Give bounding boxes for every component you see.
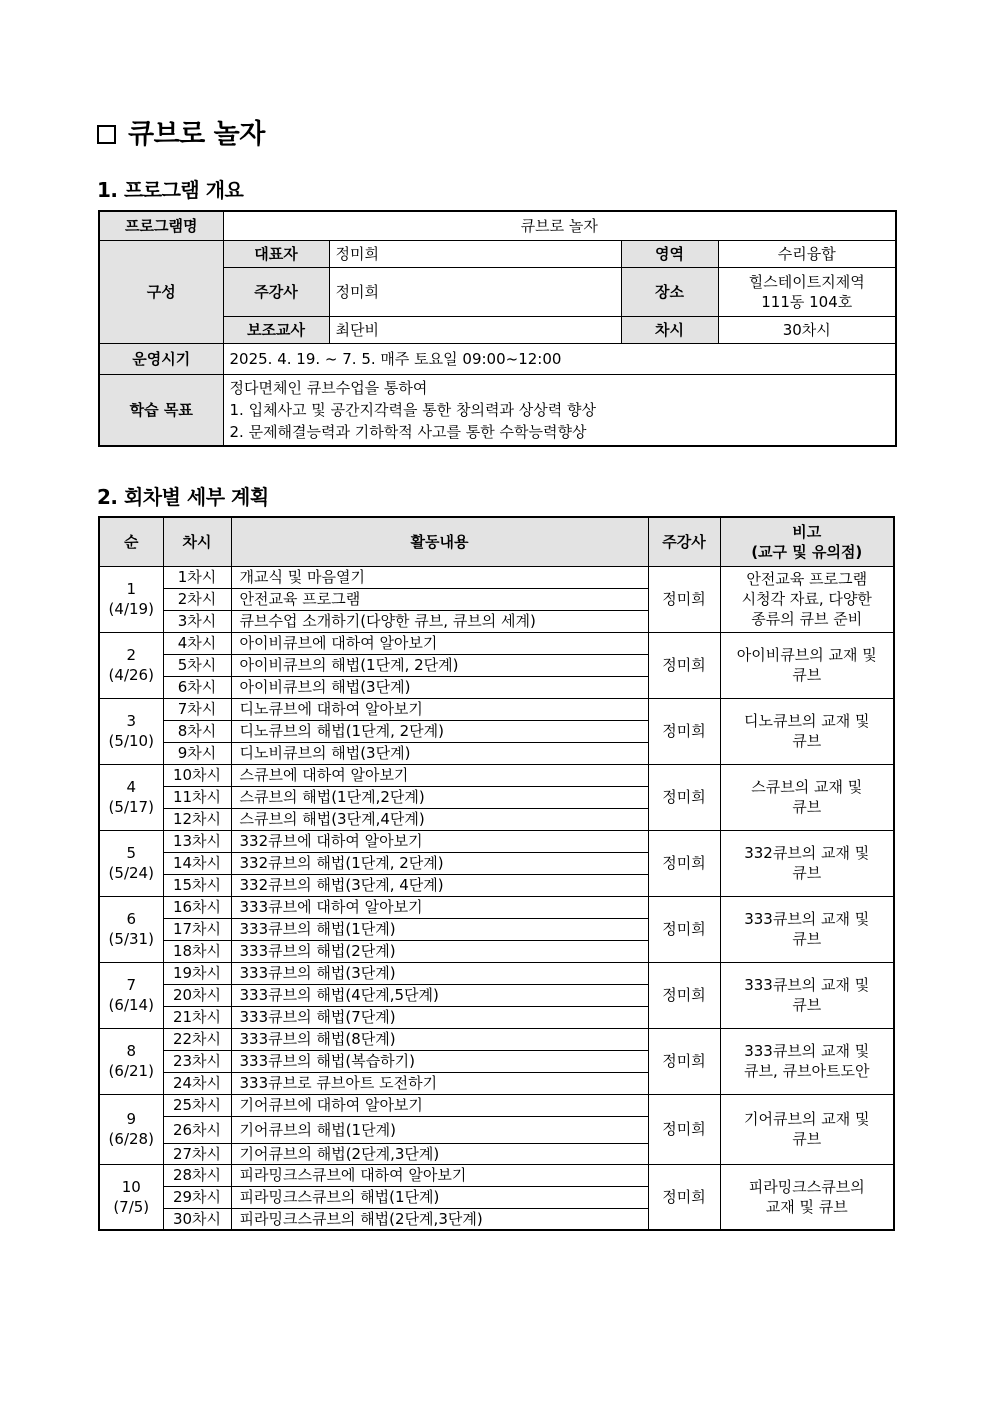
note-line: 333큐브의 교재 및 [744,1042,870,1060]
note-cell [720,830,894,896]
week-cell [99,1028,163,1094]
table-row [99,1094,894,1116]
header-order: 순 [99,517,163,566]
checkbox-square-icon [97,125,116,144]
activity-cell: 333큐브의 해법(3단계) [231,962,648,984]
activity-cell: 333큐브의 해법(1단계) [231,918,648,940]
note-line: 스큐브의 교재 및 [751,778,863,796]
table-row [99,896,894,918]
note-cell [720,566,894,632]
week-cell [99,962,163,1028]
week-date: (6/28) [108,1130,154,1148]
note-line: 큐브 [792,1130,822,1148]
week-number: 2 [126,646,137,664]
table-row [99,632,894,654]
header-session: 차시 [163,517,231,566]
activity-cell: 333큐브의 해법(4단계,5단계) [231,984,648,1006]
week-cell [99,566,163,632]
note-line: 332큐브의 교재 및 [744,844,870,862]
instructor-cell: 정미희 [648,1094,720,1164]
activity-cell: 디노큐브에 대하여 알아보기 [231,698,648,720]
week-number: 9 [126,1110,137,1128]
activity-cell: 332큐브에 대하여 알아보기 [231,830,648,852]
activity-cell: 스큐브의 해법(3단계,4단계) [231,808,648,830]
session-cell: 4차시 [163,632,231,654]
table-row [99,962,894,984]
label-sessions: 차시 [621,316,718,343]
week-cell [99,830,163,896]
schedule-body [99,566,894,1230]
activity-cell: 333큐브의 해법(8단계) [231,1028,648,1050]
note-line: 아이비큐브의 교재 및 [736,646,877,664]
session-cell: 16차시 [163,896,231,918]
label-composition: 구성 [99,240,223,343]
note-line: 큐브 [792,732,822,750]
session-cell: 28차시 [163,1164,231,1186]
value-assistant: 최단비 [329,316,621,343]
activity-cell: 기어큐브에 대하여 알아보기 [231,1094,648,1116]
activity-cell: 개교식 및 마음열기 [231,566,648,588]
week-cell [99,1094,163,1164]
session-cell: 14차시 [163,852,231,874]
note-line: 디노큐브의 교재 및 [744,712,870,730]
note-line: 시청각 자료, 다양한 [741,590,872,608]
week-cell [99,896,163,962]
week-number: 8 [126,1042,137,1060]
session-cell: 21차시 [163,1006,231,1028]
activity-cell: 기어큐브의 해법(2단계,3단계) [231,1143,648,1164]
session-cell: 25차시 [163,1094,231,1116]
week-number: 7 [126,976,137,994]
note-cell [720,1094,894,1164]
instructor-cell: 정미희 [648,698,720,764]
label-period: 운영시기 [99,343,223,374]
note-line: 기어큐브의 교재 및 [744,1110,870,1128]
note-line: 피라밍크스큐브의 [748,1177,865,1196]
session-cell: 24차시 [163,1072,231,1094]
session-cell: 2차시 [163,588,231,610]
activity-cell: 디노비큐브의 해법(3단계) [231,742,648,764]
value-area: 수리융합 [718,240,896,267]
value-goals [223,374,896,446]
activity-cell: 333큐브의 해법(2단계) [231,940,648,962]
week-number: 3 [126,712,137,730]
instructor-cell: 정미희 [648,632,720,698]
session-cell: 5차시 [163,654,231,676]
week-cell [99,1164,163,1230]
note-cell [720,1028,894,1094]
section1-heading: 1. 프로그램 개요 [97,178,244,202]
session-cell: 11차시 [163,786,231,808]
table-row [99,566,894,588]
note-line: 종류의 큐브 준비 [751,610,863,628]
note-line: 큐브 [792,930,822,948]
label-assistant: 보조교사 [223,316,329,343]
label-representative: 대표자 [223,240,329,267]
session-cell: 26차시 [163,1116,231,1143]
note-line: 큐브 [792,666,822,684]
session-cell: 12차시 [163,808,231,830]
activity-cell: 333큐브로 큐브아트 도전하기 [231,1072,648,1094]
session-cell: 10차시 [163,764,231,786]
week-date: (4/19) [108,600,154,618]
week-cell [99,698,163,764]
session-cell: 23차시 [163,1050,231,1072]
place-line2: 111동 104호 [761,292,853,311]
session-cell: 27차시 [163,1143,231,1164]
activity-cell: 332큐브의 해법(1단계, 2단계) [231,852,648,874]
section2-heading: 2. 회차별 세부 계획 [97,485,269,509]
label-area: 영역 [621,240,718,267]
session-cell: 3차시 [163,610,231,632]
header-note [720,517,894,566]
week-date: (5/31) [108,930,154,948]
instructor-cell: 정미희 [648,962,720,1028]
activity-cell: 333큐브에 대하여 알아보기 [231,896,648,918]
activity-cell: 피라밍크스큐브의 해법(1단계) [231,1186,648,1208]
week-cell [99,764,163,830]
activity-cell: 333큐브의 해법(7단계) [231,1006,648,1028]
note-line: 큐브 [792,798,822,816]
schedule-table [98,516,895,1231]
session-cell: 18차시 [163,940,231,962]
session-cell: 15차시 [163,874,231,896]
instructor-cell: 정미희 [648,764,720,830]
value-program-name: 큐브로 놀자 [223,211,896,240]
activity-cell: 아이비큐브에 대하여 알아보기 [231,632,648,654]
label-program-name: 프로그램명 [99,211,223,240]
value-main-instructor: 정미희 [329,267,621,316]
label-main-instructor: 주강사 [223,267,329,316]
activity-cell: 피라밍크스큐브의 해법(2단계,3단계) [231,1208,648,1230]
instructor-cell: 정미희 [648,896,720,962]
week-number: 6 [126,910,137,928]
note-line: 큐브 [792,864,822,882]
value-sessions: 30차시 [718,316,896,343]
value-representative: 정미희 [329,240,621,267]
instructor-cell: 정미희 [648,566,720,632]
activity-cell: 안전교육 프로그램 [231,588,648,610]
week-cell [99,632,163,698]
week-date: (6/14) [108,996,154,1014]
session-cell: 9차시 [163,742,231,764]
label-goals: 학습 목표 [99,374,223,446]
week-date: (5/10) [108,732,154,750]
value-period: 2025. 4. 19. ~ 7. 5. 매주 토요일 09:00~12:00 [223,343,896,374]
note-line: 큐브 [792,996,822,1014]
goal-line: 정다면체인 큐브수업을 통하여 [229,378,428,397]
place-line1: 힐스테이트지제역 [748,272,865,291]
activity-cell: 아이비큐브의 해법(3단계) [231,676,648,698]
note-cell [720,962,894,1028]
session-cell: 30차시 [163,1208,231,1230]
label-place: 장소 [621,267,718,316]
session-cell: 19차시 [163,962,231,984]
week-number: 5 [126,844,137,862]
activity-cell: 아이비큐브의 해법(1단계, 2단계) [231,654,648,676]
session-cell: 20차시 [163,984,231,1006]
activity-cell: 스큐브에 대하여 알아보기 [231,764,648,786]
activity-cell: 큐브수업 소개하기(다양한 큐브, 큐브의 세계) [231,610,648,632]
table-row [99,764,894,786]
activity-cell: 332큐브의 해법(3단계, 4단계) [231,874,648,896]
session-cell: 7차시 [163,698,231,720]
week-date: (7/5) [113,1197,150,1216]
overview-table [98,210,897,447]
activity-cell: 333큐브의 해법(복습하기) [231,1050,648,1072]
note-line: 큐브, 큐브아트도안 [744,1062,870,1080]
week-date: (4/26) [108,666,154,684]
week-date: (6/21) [108,1062,154,1080]
table-row [99,830,894,852]
page-title [97,112,265,151]
session-cell: 29차시 [163,1186,231,1208]
header-note-line2: (교구 및 유의점) [751,542,863,561]
header-instructor: 주강사 [648,517,720,566]
session-cell: 22차시 [163,1028,231,1050]
session-cell: 17차시 [163,918,231,940]
table-row [99,1164,894,1186]
note-line: 교재 및 큐브 [765,1197,848,1216]
note-cell [720,764,894,830]
week-number: 10 [121,1177,141,1196]
instructor-cell: 정미희 [648,1028,720,1094]
note-cell [720,698,894,764]
goal-line: 2. 문제해결능력과 기하학적 사고를 통한 수학능력향상 [229,422,587,441]
activity-cell: 기어큐브의 해법(1단계) [231,1116,648,1143]
page-title-text: 큐브로 놀자 [128,119,265,150]
activity-cell: 스큐브의 해법(1단계,2단계) [231,786,648,808]
session-cell: 8차시 [163,720,231,742]
value-place [718,267,896,316]
note-line: 333큐브의 교재 및 [744,976,870,994]
goal-line: 1. 입체사고 및 공간지각력을 통한 창의력과 상상력 향상 [229,400,596,419]
header-activity: 활동내용 [231,517,648,566]
activity-cell: 디노큐브의 해법(1단계, 2단계) [231,720,648,742]
note-line: 333큐브의 교재 및 [744,910,870,928]
header-note-line1: 비고 [792,522,822,541]
table-row [99,698,894,720]
note-cell [720,1164,894,1230]
table-row [99,1028,894,1050]
instructor-cell: 정미희 [648,1164,720,1230]
week-number: 4 [126,778,137,796]
week-date: (5/24) [108,864,154,882]
note-cell [720,896,894,962]
note-cell [720,632,894,698]
week-number: 1 [126,580,137,598]
week-date: (5/17) [108,798,154,816]
session-cell: 13차시 [163,830,231,852]
instructor-cell: 정미희 [648,830,720,896]
session-cell: 1차시 [163,566,231,588]
activity-cell: 피라밍크스큐브에 대하여 알아보기 [231,1164,648,1186]
note-line: 안전교육 프로그램 [746,570,868,588]
session-cell: 6차시 [163,676,231,698]
